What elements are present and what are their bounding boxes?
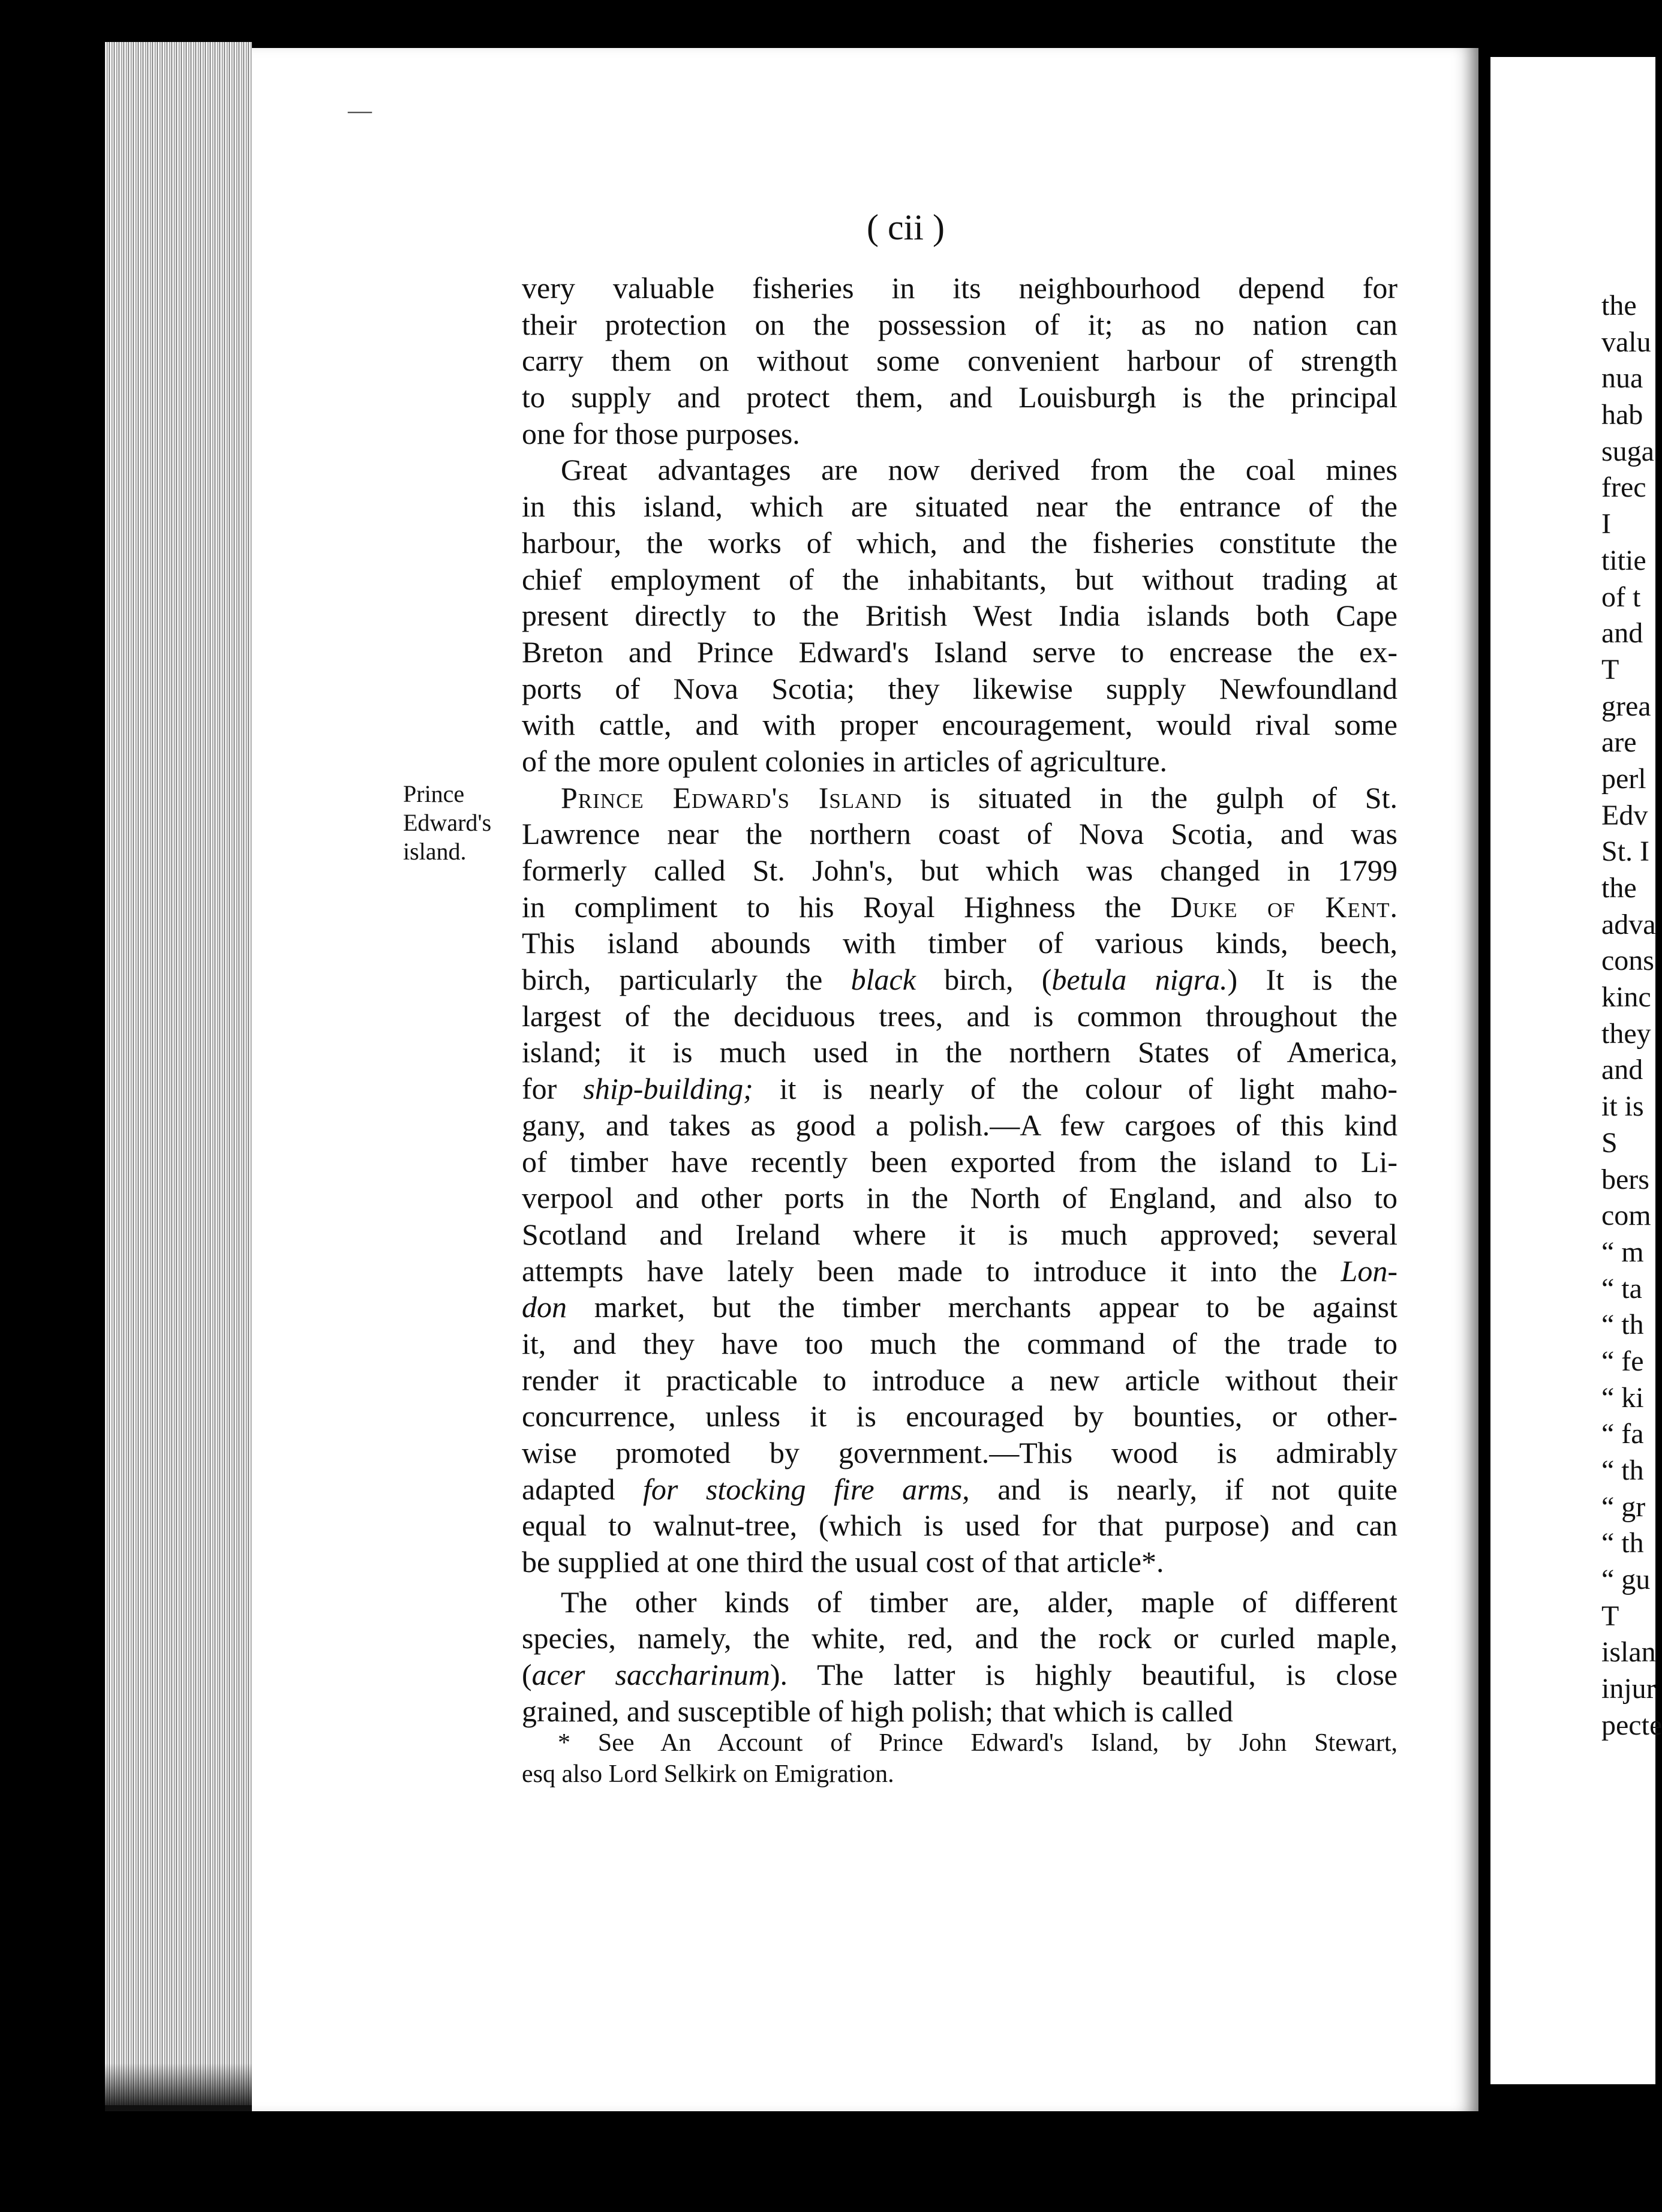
text-line: carry them on without some convenient harbour of strength — [522, 344, 1397, 378]
right-page-fragment: the — [1601, 290, 1637, 321]
right-page-fragment: “ ki — [1601, 1381, 1644, 1414]
right-page-fragment: “ m — [1601, 1236, 1644, 1268]
text-run: it is nearly of the colour of light maho- — [753, 1072, 1397, 1106]
right-page-fragment: S — [1601, 1126, 1618, 1159]
text-line: be supplied at one third the usual cost of that article*. — [522, 1545, 1164, 1579]
right-page-fragment: T — [1601, 1600, 1619, 1632]
small-caps-text: Prince Edward's Island — [561, 780, 903, 815]
right-page-fragment: “ fa — [1601, 1418, 1644, 1450]
text-run: birch, ( — [915, 963, 1052, 997]
italic-text: betula nigra. — [1051, 963, 1228, 997]
text-run: market, but the timber merchants appear to be against — [567, 1290, 1397, 1324]
italic-text: for stocking fire arms, — [643, 1472, 970, 1506]
margin-note-line: Edward's — [403, 809, 492, 836]
text-line: their protection on the possession of it; as no nation can — [522, 307, 1397, 341]
right-page-fragment: are — [1601, 726, 1637, 759]
right-page-fragment: they — [1601, 1017, 1651, 1050]
text-line — [522, 1657, 1397, 1693]
right-page-fragment: com — [1601, 1200, 1651, 1232]
text-line: Great advantages are now derived from the coal mines — [561, 453, 1397, 487]
right-page-fragment: St. I — [1601, 835, 1650, 868]
text-line: harbour, the works of which, and the fisheries constitute the — [522, 525, 1397, 560]
italic-text: Lon- — [1341, 1254, 1397, 1288]
text-line: Breton and Prince Edward's Island serve to encrease the ex- — [522, 635, 1397, 669]
footnote-line: * See An Account of Prince Edward's Island, by John Stewart, — [558, 1729, 1397, 1757]
text-line: This island abounds with timber of various kinds, beech, — [522, 926, 1397, 960]
right-page-fragment: “ th — [1601, 1454, 1644, 1486]
right-page-fragment: adva — [1601, 908, 1656, 940]
right-page-fragment: “ fe — [1601, 1345, 1644, 1377]
right-page-fragment: of t — [1601, 581, 1641, 613]
page-number: ( cii ) — [867, 208, 945, 247]
text-run: and is nearly, if not quite — [969, 1472, 1397, 1506]
right-page-fragment: nua — [1601, 362, 1643, 395]
page-edge-shadow — [105, 2063, 252, 2111]
text-line: in this island, which are situated near the entrance of the — [522, 489, 1397, 524]
text-line — [522, 1071, 1397, 1107]
text-run: ). The latter is highly beautiful, is close — [770, 1658, 1397, 1692]
dash-mark: — — [348, 97, 372, 124]
text-line — [522, 961, 1397, 998]
text-line: one for those purposes. — [522, 416, 800, 450]
italic-text: ship-building; — [583, 1072, 753, 1106]
italic-text: black — [850, 963, 916, 997]
text-run: attempts have lately been made to introduce it into the — [522, 1254, 1341, 1288]
text-line — [522, 889, 1397, 925]
right-page-fragment: “ th — [1601, 1527, 1644, 1559]
right-page-fragment: islan — [1601, 1636, 1656, 1669]
text-run: ) It is the — [1227, 963, 1398, 997]
text-run: birch, particularly the — [522, 963, 851, 997]
text-line: it, and they have too much the command of the trade to — [522, 1326, 1397, 1360]
right-page-fragment: frec — [1601, 471, 1646, 504]
text-run: for — [522, 1072, 584, 1106]
body-text — [522, 270, 1397, 1730]
text-line: concurrence, unless it is encouraged by bounties, or other- — [522, 1399, 1397, 1433]
page-edge-stack — [105, 42, 252, 2105]
text-line: chief employment of the inhabitants, but without trading at — [522, 562, 1397, 596]
text-line: present directly to the British West India islands both Cape — [522, 599, 1397, 633]
right-page-fragment: grea — [1601, 690, 1651, 722]
text-line: species, namely, the white, red, and the rock or curled maple, — [522, 1621, 1397, 1655]
text-line — [522, 780, 1397, 816]
text-run: is situated in the gulph of St. — [902, 780, 1397, 815]
right-page-text — [1601, 288, 1662, 1744]
text-line: wise promoted by government.—This wood is admirably — [522, 1436, 1397, 1469]
margin-note — [403, 780, 491, 866]
right-page-fragment: the — [1601, 872, 1637, 904]
right-page-fragment: “ gu — [1601, 1564, 1651, 1596]
text-line: Scotland and Ireland where it is much approved; several — [522, 1217, 1397, 1251]
right-page-fragment: valu — [1601, 326, 1651, 358]
text-run: in compliment to his Royal Highness the — [522, 889, 1171, 924]
margin-note-line: island. — [403, 838, 467, 865]
footnote — [522, 1727, 1397, 1790]
italic-text: acer saccharinum — [531, 1658, 770, 1692]
text-line: verpool and other ports in the North of England, and also to — [522, 1181, 1397, 1215]
right-page-fragment: pecte — [1601, 1709, 1662, 1741]
text-line: largest of the deciduous trees, and is common throughout the — [522, 999, 1397, 1033]
text-line: with cattle, and with proper encouragement, would rival some — [522, 708, 1397, 742]
right-page-fragment: T — [1601, 653, 1619, 686]
right-page-fragment: and — [1601, 617, 1643, 650]
text-line: ports of Nova Scotia; they likewise supply Newfoundland — [522, 671, 1397, 705]
text-line: gany, and takes as good a polish.—A few cargoes of this kind — [522, 1108, 1397, 1142]
text-run: . — [1390, 889, 1397, 924]
text-line: of the more opulent colonies in articles of agriculture. — [522, 744, 1168, 778]
right-page-fragment: titie — [1601, 544, 1646, 576]
right-page-fragment: hab — [1601, 399, 1643, 431]
text-run: adapted — [522, 1472, 643, 1506]
text-line: grained, and susceptible of high polish; that which is called — [522, 1694, 1233, 1728]
text-line: to supply and protect them, and Louisburgh is the principal — [522, 380, 1397, 414]
text-run: ( — [522, 1658, 532, 1692]
right-page-fragment: I — [1601, 508, 1611, 540]
footnote-line: esq also Lord Selkirk on Emigration. — [522, 1760, 894, 1788]
text-line: equal to walnut-tree, (which is used for that purpose) and can — [522, 1508, 1397, 1543]
right-page-fragment: and — [1601, 1054, 1643, 1086]
text-line — [522, 1289, 1397, 1326]
right-page-fragment: “ gr — [1601, 1490, 1646, 1523]
right-page-fragment: “ ta — [1601, 1272, 1642, 1305]
text-line: very valuable fisheries in its neighbourhood depend for — [522, 271, 1397, 305]
text-line: render it practicable to introduce a new article without their — [522, 1363, 1397, 1397]
small-caps-text: Duke of Kent — [1170, 889, 1390, 924]
right-page-fragment: injur — [1601, 1673, 1656, 1705]
margin-note-line: Prince — [403, 780, 465, 807]
right-page-fragment: kinc — [1601, 981, 1651, 1014]
text-line: island; it is much used in the northern States of America, — [522, 1035, 1397, 1069]
right-page-fragment: “ th — [1601, 1309, 1644, 1341]
text-line: Lawrence near the northern coast of Nova Scotia, and was — [522, 817, 1397, 851]
right-page-fragment: it is — [1601, 1090, 1644, 1123]
text-line — [522, 1253, 1397, 1290]
right-page-fragment: perl — [1601, 762, 1646, 795]
text-line: The other kinds of timber are, alder, maple of different — [561, 1585, 1397, 1619]
text-line: formerly called St. John's, but which was changed in 1799 — [522, 853, 1397, 887]
right-page-fragment: cons — [1601, 945, 1654, 977]
italic-text: don — [522, 1290, 567, 1324]
text-line — [522, 1471, 1397, 1508]
right-page-fragment: suga — [1601, 435, 1654, 467]
text-line: of timber have recently been exported from the island to Li- — [522, 1144, 1397, 1179]
right-page-fragment: Edv — [1601, 799, 1648, 831]
right-page-fragment: bers — [1601, 1163, 1649, 1195]
